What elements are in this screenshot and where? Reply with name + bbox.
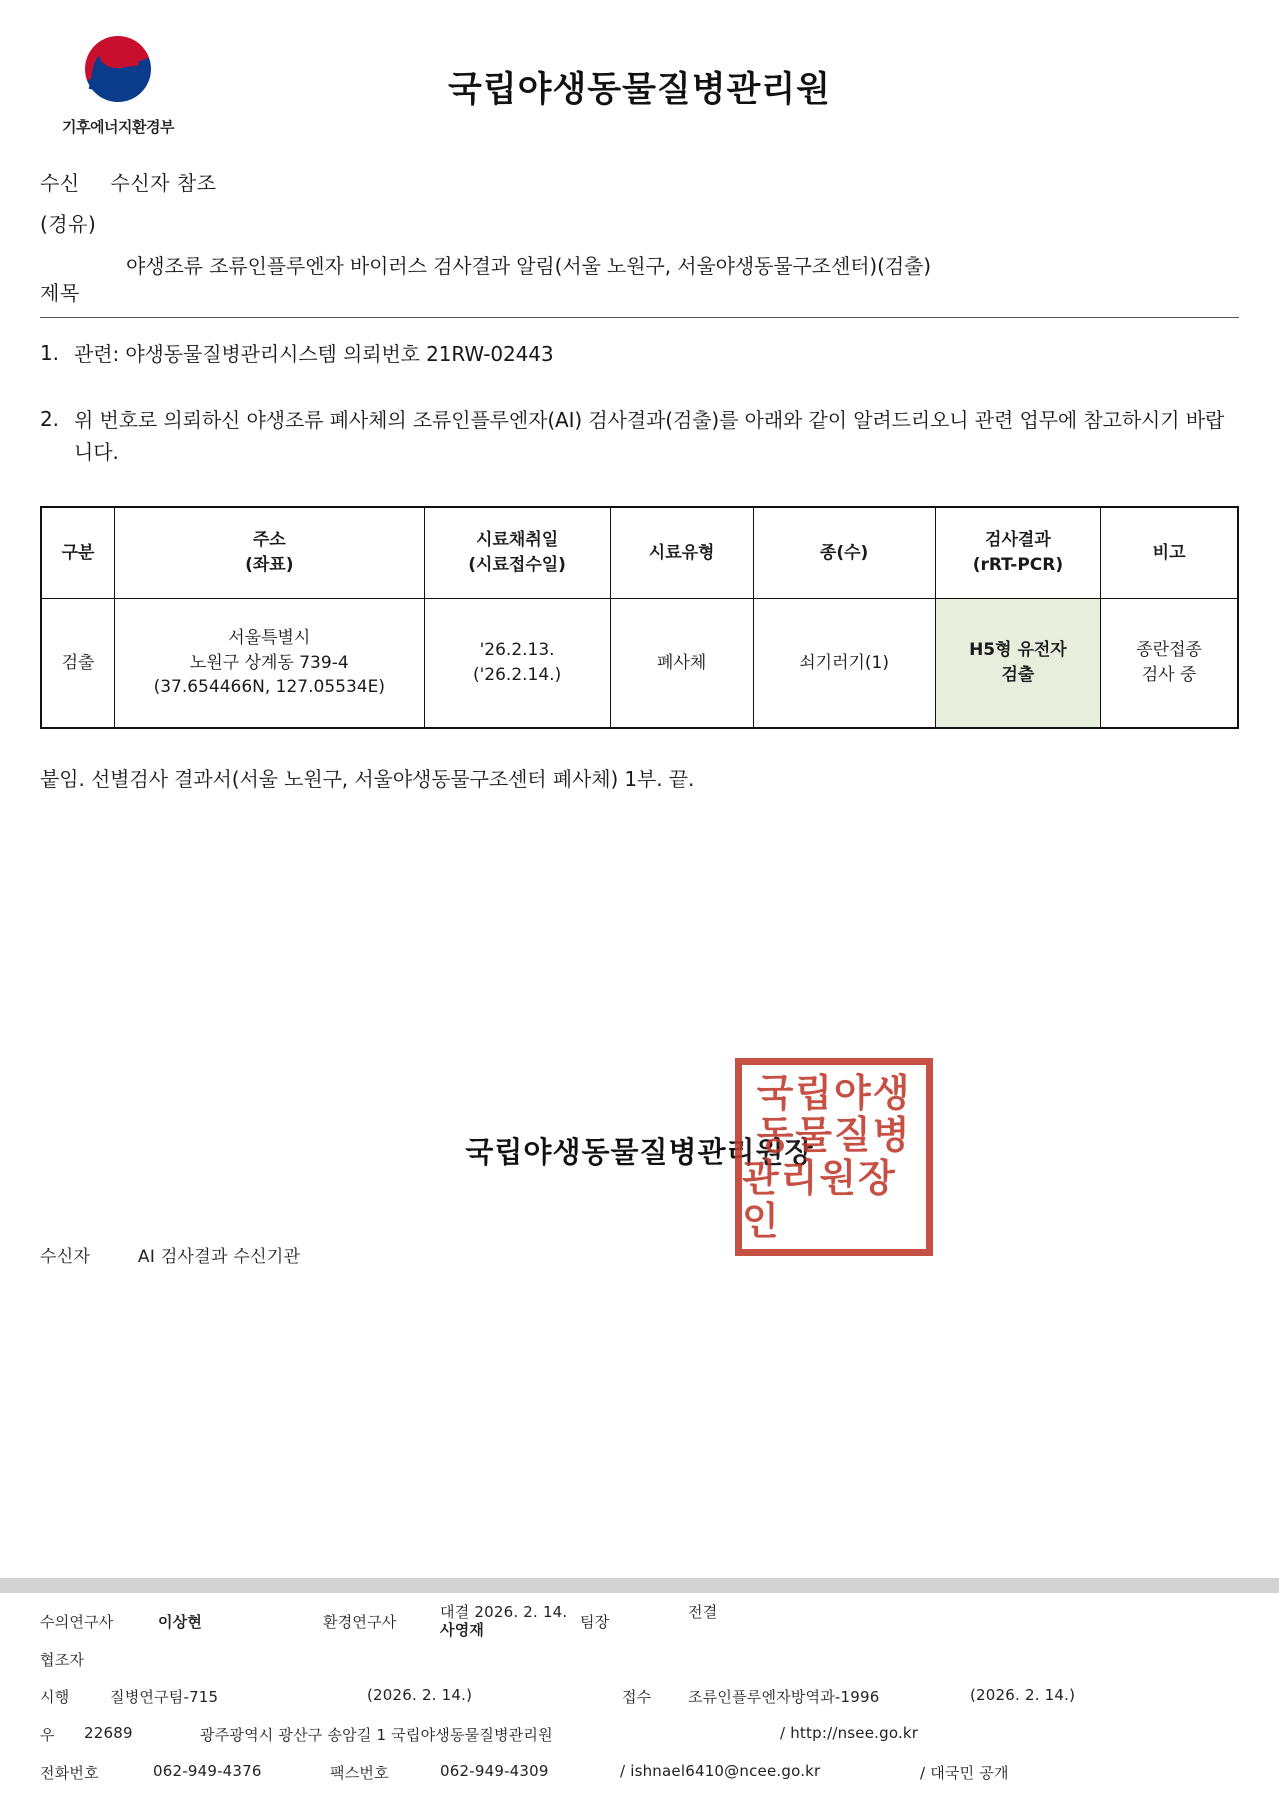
recipient-list [40,1242,1279,1267]
footer-receive-date: (2026. 2. 14.) [970,1686,1076,1704]
footer-approval-label: 대결 2026. 2. 14. [440,1603,568,1621]
recipient-line [40,168,1239,199]
header-address [115,507,425,599]
cell-note [1101,599,1238,729]
header-sample-type [610,507,753,599]
recipient-label: 수신 [40,171,80,195]
cell-species: 쇠기러기(1) [753,599,935,729]
cell-note-line2: 검사 중 [1141,665,1197,685]
attachment-note: 붙임. 선별검사 결과서(서울 노원구, 서울야생동물구조센터 폐사체) 1부. 끝. [40,767,695,791]
paragraph-2-text: 위 번호로 의뢰하신 야생조류 폐사체의 조류인플루엔자(AI) 검사결과(검출)를 아래와 같이 알려드리오니 관련 업무에 참고하시기 바랍니다. [74,408,1225,464]
header-date-line1: 시료채취일 [476,530,559,551]
footer-issue-label: 시행 [40,1688,70,1706]
footer-tel-label: 전화번호 [40,1764,99,1782]
cell-result-line1: H5형 유전자 [969,640,1067,661]
paragraph-2 [40,404,1239,468]
paragraph-1-number: 1. [40,341,59,365]
footer-fax-value: 062-949-4309 [440,1762,549,1780]
footer-zip-label: 우 [40,1726,55,1744]
table-row [41,599,1238,729]
paragraph-1 [40,338,1239,370]
cell-date-line2: ('26.2.14.) [472,665,562,685]
header-address-line1: 주소 [252,530,286,551]
cell-address-line2: 노원구 상계동 739-4 [189,652,349,673]
emblem-label: 기후에너지환경부 [62,118,174,136]
cell-result-line2: 검출 [1001,665,1035,685]
header-species-line1: 종(수) [819,542,869,563]
footer-role-1: 수의연구사 [40,1613,114,1631]
subject-text: 야생조류 조류인플루엔자 바이러스 검사결과 알림(서울 노원구, 서울야생동물구조센터)(검출) [126,254,931,278]
recipient-value: 수신자 참조 [110,171,217,195]
document-footer [0,1578,1279,1820]
recipient-list-value: AI 검사결과 수신기관 [137,1247,301,1267]
result-table-wrapper [40,506,1239,729]
stamp-line-3: 관리원장인 [742,1156,897,1243]
stamp-line-2: 동물질병 [756,1113,912,1158]
header-address-line2: (좌표) [245,555,294,575]
footer-zip-value: 22689 [84,1724,133,1742]
footer-issue-value: 질병연구팀-715 [110,1688,219,1706]
document-body [0,168,1279,468]
cell-address [115,599,425,729]
footer-approval-row [40,1603,1239,1639]
header-sample-type-line1: 시료유형 [648,542,715,563]
footer-fax-label: 팩스번호 [330,1764,389,1782]
header-gubun [41,507,115,599]
footer-email[interactable]: / ishnael6410@ncee.go.kr [620,1762,821,1780]
cell-note-line1: 종란접종 [1136,640,1202,661]
signature-area [0,1042,1279,1243]
header-result-line1: 검사결과 [985,530,1051,551]
footer-delegate-label: 전결 [688,1603,718,1621]
footer-issue-date: (2026. 2. 14.) [367,1686,473,1704]
header-test-result [935,507,1101,599]
footer-receive-value: 조류인플루엔자방역과-1996 [688,1688,880,1706]
header-result-line2: (rRT-PCR) [972,555,1064,575]
footer-disclosure: / 대국민 공개 [920,1764,1009,1782]
document-header [0,0,1279,160]
cell-gubun: 검출 [41,599,115,729]
header-species [753,507,935,599]
footer-contact-row [40,1762,1239,1784]
footer-receive-label: 접수 [622,1688,652,1706]
header-date-line2: (시료접수일) [468,555,566,575]
header-gubun-line1: 구분 [61,542,95,563]
header-note [1101,507,1238,599]
subject-label: 제목 [40,281,80,305]
via-line: (경유) [40,212,97,236]
footer-name-1: 이상현 [158,1613,203,1631]
footer-role-2: 환경연구사 [323,1613,397,1631]
subject-block [40,250,1239,318]
official-seal-stamp [735,1058,933,1256]
cell-sample-type: 폐사체 [610,599,753,729]
paragraph-2-number: 2. [40,407,59,431]
cell-address-line1: 서울특별시 [228,628,311,649]
footer-cooperator: 협조자 [40,1651,85,1669]
header-note-line1: 비고 [1152,542,1186,563]
footer-address: 광주광역시 광산구 송암길 1 국립야생동물질병관리원 [200,1726,553,1744]
footer-issue-row [40,1686,1239,1708]
result-table-head [41,507,1238,599]
result-table-body [41,599,1238,729]
footer-tel-value: 062-949-4376 [153,1762,262,1780]
page-title: 국립야생동물질병관리원 [448,70,831,110]
stamp-line-1: 국립야생 [756,1070,912,1115]
cell-date [424,599,610,729]
cell-address-line3: (37.654466N, 127.05534E) [153,677,385,698]
header-sampling-date [424,507,610,599]
result-table [40,506,1239,729]
paragraph-1-text: 관련: 야생동물질병관리시스템 의뢰번호 21RW-02443 [74,342,554,366]
footer-divider [0,1578,1279,1593]
cell-date-line1: '26.2.13. [479,640,555,661]
signature-title: 국립야생동물질병관리원장 [465,1135,814,1169]
footer-website[interactable]: / http://nsee.go.kr [780,1724,919,1742]
table-header-row [41,507,1238,599]
cell-test-result [935,599,1101,729]
footer-name-2: 사영재 [440,1621,485,1639]
footer-address-row [40,1724,1239,1746]
recipient-list-label: 수신자 [40,1247,91,1267]
footer-role-3: 팀장 [580,1613,610,1631]
